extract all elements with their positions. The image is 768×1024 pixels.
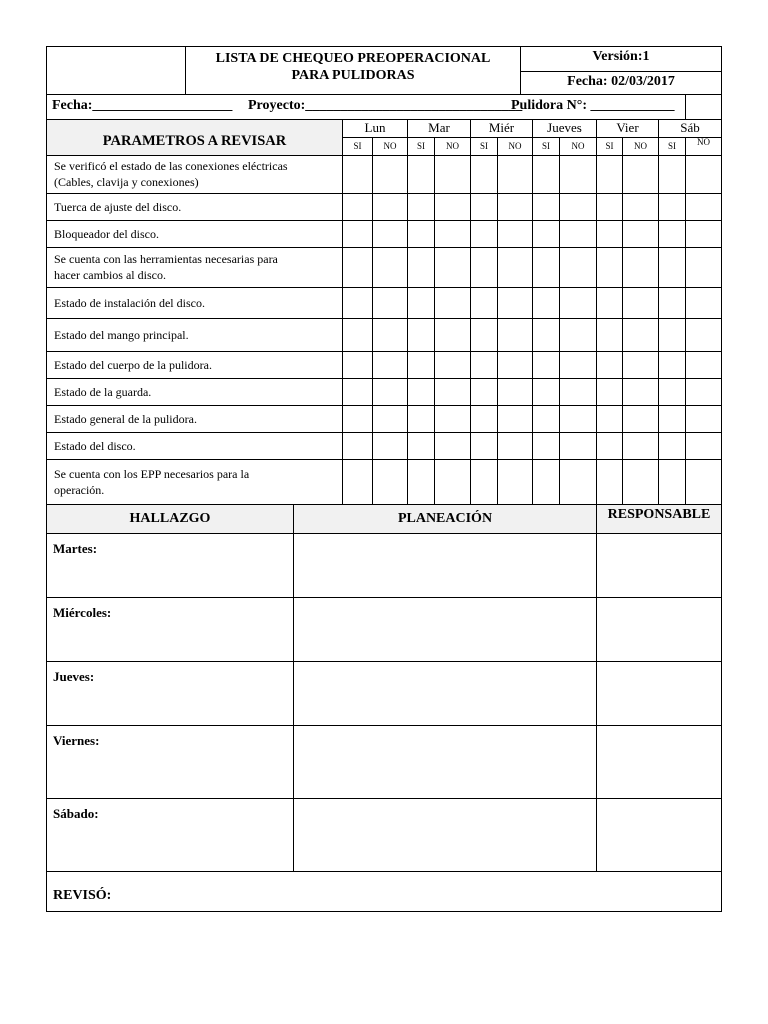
planeacion-cell[interactable] <box>294 598 596 661</box>
si-column-label: SI <box>353 141 362 151</box>
si-check-cell[interactable] <box>343 379 372 405</box>
no-check-cell[interactable] <box>560 352 596 378</box>
si-check-cell[interactable] <box>659 319 685 351</box>
si-check-cell[interactable] <box>659 221 685 247</box>
si-check-cell[interactable] <box>597 379 622 405</box>
parameter-label: Estado general de la pulidora. <box>54 412 197 426</box>
no-check-cell[interactable] <box>686 352 721 378</box>
no-check-cell[interactable] <box>435 156 470 193</box>
day-header: Sáb <box>680 120 700 135</box>
no-check-cell[interactable] <box>435 288 470 318</box>
si-check-cell[interactable] <box>343 319 372 351</box>
si-column-label: SI <box>605 141 614 151</box>
parameter-label: Se verificó el estado de las conexiones eléctricas <box>54 159 288 173</box>
si-check-cell[interactable] <box>343 406 372 432</box>
si-check-cell[interactable] <box>408 406 434 432</box>
planeacion-header: PLANEACIÓN <box>397 511 493 526</box>
version-label: Versión:1 <box>592 49 650 64</box>
no-check-cell[interactable] <box>686 379 721 405</box>
si-check-cell[interactable] <box>533 460 559 504</box>
si-check-cell[interactable] <box>533 156 559 193</box>
si-check-cell[interactable] <box>533 288 559 318</box>
si-check-cell[interactable] <box>471 221 497 247</box>
no-check-cell[interactable] <box>435 406 470 432</box>
planeacion-cell[interactable] <box>294 726 596 798</box>
no-check-cell[interactable] <box>686 319 721 351</box>
no-check-cell[interactable] <box>373 406 407 432</box>
si-check-cell[interactable] <box>659 248 685 287</box>
no-check-cell[interactable] <box>623 248 658 287</box>
si-check-cell[interactable] <box>597 460 622 504</box>
parameter-label: Tuerca de ajuste del disco. <box>54 200 182 214</box>
si-check-cell[interactable] <box>471 460 497 504</box>
si-check-cell[interactable] <box>533 406 559 432</box>
no-check-cell[interactable] <box>435 460 470 504</box>
si-check-cell[interactable] <box>659 406 685 432</box>
si-check-cell[interactable] <box>659 194 685 220</box>
no-check-cell[interactable] <box>686 221 721 247</box>
planeacion-cell[interactable] <box>294 662 596 725</box>
no-check-cell[interactable] <box>498 194 532 220</box>
no-check-cell[interactable] <box>560 156 596 193</box>
parameter-label: Se cuenta con los EPP necesarios para la <box>54 467 250 481</box>
no-check-cell[interactable] <box>498 248 532 287</box>
parameter-label: Estado del cuerpo de la pulidora. <box>54 358 212 372</box>
parameter-label: Se cuenta con las herramientas necesarias para <box>54 252 278 266</box>
finding-day-label: Miércoles: <box>53 605 112 620</box>
si-check-cell[interactable] <box>408 352 434 378</box>
no-check-cell[interactable] <box>623 156 658 193</box>
no-check-cell[interactable] <box>373 460 407 504</box>
responsable-cell[interactable] <box>597 598 721 661</box>
si-column-label: SI <box>541 141 550 151</box>
no-check-cell[interactable] <box>435 319 470 351</box>
day-header: Vier <box>616 120 639 135</box>
si-check-cell[interactable] <box>597 288 622 318</box>
si-check-cell[interactable] <box>343 460 372 504</box>
si-check-cell[interactable] <box>408 194 434 220</box>
si-column-label: SI <box>479 141 488 151</box>
si-check-cell[interactable] <box>597 221 622 247</box>
responsable-cell[interactable] <box>597 799 721 871</box>
no-check-cell[interactable] <box>560 319 596 351</box>
no-check-cell[interactable] <box>686 288 721 318</box>
si-check-cell[interactable] <box>471 248 497 287</box>
no-check-cell[interactable] <box>373 433 407 459</box>
no-check-cell[interactable] <box>686 460 721 504</box>
si-check-cell[interactable] <box>343 194 372 220</box>
si-check-cell[interactable] <box>471 406 497 432</box>
si-check-cell[interactable] <box>597 406 622 432</box>
section-title: PARAMETROS A REVISAR <box>102 133 287 149</box>
si-check-cell[interactable] <box>659 288 685 318</box>
no-column-label: NO <box>571 141 585 151</box>
no-column-label: NO <box>383 141 397 151</box>
no-check-cell[interactable] <box>435 194 470 220</box>
parameter-label: operación. <box>54 483 105 497</box>
parameter-label: Estado de instalación del disco. <box>54 296 205 310</box>
si-check-cell[interactable] <box>343 288 372 318</box>
si-check-cell[interactable] <box>471 319 497 351</box>
responsable-cell[interactable] <box>597 662 721 725</box>
no-check-cell[interactable] <box>623 319 658 351</box>
si-check-cell[interactable] <box>343 352 372 378</box>
finding-day-label: Sábado: <box>53 806 99 821</box>
si-check-cell[interactable] <box>408 460 434 504</box>
no-check-cell[interactable] <box>623 194 658 220</box>
day-header: Mar <box>428 120 450 135</box>
parameter-label: (Cables, clavija y conexiones) <box>54 175 199 189</box>
si-check-cell[interactable] <box>471 379 497 405</box>
parameter-label: Estado del disco. <box>54 439 136 453</box>
no-check-cell[interactable] <box>686 433 721 459</box>
no-check-cell[interactable] <box>560 460 596 504</box>
day-header: Jueves <box>547 120 582 135</box>
no-check-cell[interactable] <box>498 319 532 351</box>
si-check-cell[interactable] <box>597 352 622 378</box>
no-check-cell[interactable] <box>498 221 532 247</box>
si-column-label: SI <box>416 141 425 151</box>
si-check-cell[interactable] <box>659 156 685 193</box>
no-check-cell[interactable] <box>373 248 407 287</box>
no-check-cell[interactable] <box>498 406 532 432</box>
hallazgo-header: HALLAZGO <box>129 511 211 526</box>
grid-line <box>721 119 722 504</box>
si-check-cell[interactable] <box>533 194 559 220</box>
parameter-label: hacer cambios al disco. <box>54 268 166 282</box>
responsable-cell[interactable] <box>597 726 721 798</box>
no-check-cell[interactable] <box>560 406 596 432</box>
parameter-label: Estado de la guarda. <box>54 385 152 399</box>
finding-day-label: Martes: <box>53 541 98 556</box>
finding-day-label: Viernes: <box>53 733 100 748</box>
si-check-cell[interactable] <box>533 248 559 287</box>
si-check-cell[interactable] <box>597 433 622 459</box>
no-check-cell[interactable] <box>623 406 658 432</box>
si-check-cell[interactable] <box>659 433 685 459</box>
no-check-cell[interactable] <box>435 379 470 405</box>
si-check-cell[interactable] <box>471 352 497 378</box>
no-check-cell[interactable] <box>686 194 721 220</box>
no-check-cell[interactable] <box>560 379 596 405</box>
no-check-cell[interactable] <box>623 352 658 378</box>
pulidora-number-field[interactable]: Pulidora N°: ____________ <box>511 98 675 113</box>
si-check-cell[interactable] <box>597 156 622 193</box>
no-check-cell[interactable] <box>498 156 532 193</box>
no-check-cell[interactable] <box>686 248 721 287</box>
parameter-label: Bloqueador del disco. <box>54 227 159 241</box>
no-column-label: NO <box>697 137 710 147</box>
no-check-cell[interactable] <box>373 194 407 220</box>
proyecto-field[interactable]: Proyecto:_______________________________ <box>248 98 523 113</box>
no-column-label: NO <box>446 141 459 151</box>
si-check-cell[interactable] <box>659 352 685 378</box>
si-check-cell[interactable] <box>343 156 372 193</box>
no-check-cell[interactable] <box>373 288 407 318</box>
si-check-cell[interactable] <box>343 433 372 459</box>
no-check-cell[interactable] <box>435 433 470 459</box>
si-check-cell[interactable] <box>408 319 434 351</box>
si-check-cell[interactable] <box>533 379 559 405</box>
no-check-cell[interactable] <box>560 248 596 287</box>
si-check-cell[interactable] <box>408 248 434 287</box>
si-check-cell[interactable] <box>597 319 622 351</box>
si-check-cell[interactable] <box>597 248 622 287</box>
si-check-cell[interactable] <box>533 221 559 247</box>
document-title-line2: PARA PULIDORAS <box>291 68 415 83</box>
no-check-cell[interactable] <box>560 433 596 459</box>
no-column-label: NO <box>508 141 522 151</box>
si-check-cell[interactable] <box>408 379 434 405</box>
no-check-cell[interactable] <box>623 288 658 318</box>
no-check-cell[interactable] <box>623 460 658 504</box>
no-check-cell[interactable] <box>373 156 407 193</box>
day-header: Miér <box>488 120 515 135</box>
no-check-cell[interactable] <box>373 221 407 247</box>
no-check-cell[interactable] <box>435 352 470 378</box>
fecha-field[interactable]: Fecha:____________________ <box>52 98 233 113</box>
no-check-cell[interactable] <box>560 194 596 220</box>
reviso-label: REVISÓ: <box>53 888 112 903</box>
si-check-cell[interactable] <box>533 352 559 378</box>
si-check-cell[interactable] <box>408 156 434 193</box>
si-check-cell[interactable] <box>408 288 434 318</box>
grid-line <box>46 119 47 504</box>
no-check-cell[interactable] <box>498 352 532 378</box>
si-check-cell[interactable] <box>408 433 434 459</box>
si-check-cell[interactable] <box>533 319 559 351</box>
si-check-cell[interactable] <box>597 194 622 220</box>
day-header: Lun <box>364 120 386 135</box>
no-check-cell[interactable] <box>498 288 532 318</box>
si-column-label: SI <box>667 141 676 151</box>
finding-day-label: Jueves: <box>53 669 95 684</box>
no-check-cell[interactable] <box>373 379 407 405</box>
planeacion-cell[interactable] <box>294 534 596 597</box>
no-check-cell[interactable] <box>498 379 532 405</box>
si-check-cell[interactable] <box>343 221 372 247</box>
si-check-cell[interactable] <box>533 433 559 459</box>
no-check-cell[interactable] <box>435 248 470 287</box>
no-check-cell[interactable] <box>435 221 470 247</box>
document-title-line1: LISTA DE CHEQUEO PREOPERACIONAL <box>215 51 491 66</box>
si-check-cell[interactable] <box>471 288 497 318</box>
revision-date: Fecha: 02/03/2017 <box>567 74 675 89</box>
si-check-cell[interactable] <box>408 221 434 247</box>
no-check-cell[interactable] <box>686 156 721 193</box>
responsable-header: RESPONSABLE <box>607 507 711 522</box>
si-check-cell[interactable] <box>471 194 497 220</box>
no-check-cell[interactable] <box>498 460 532 504</box>
no-check-cell[interactable] <box>373 352 407 378</box>
si-check-cell[interactable] <box>343 248 372 287</box>
planeacion-cell[interactable] <box>294 799 596 871</box>
no-column-label: NO <box>634 141 647 151</box>
no-check-cell[interactable] <box>498 433 532 459</box>
no-check-cell[interactable] <box>686 406 721 432</box>
no-check-cell[interactable] <box>373 319 407 351</box>
no-check-cell[interactable] <box>560 288 596 318</box>
no-check-cell[interactable] <box>623 221 658 247</box>
responsable-cell[interactable] <box>597 534 721 597</box>
no-check-cell[interactable] <box>560 221 596 247</box>
si-check-cell[interactable] <box>471 156 497 193</box>
parameter-label: Estado del mango principal. <box>54 328 189 342</box>
si-check-cell[interactable] <box>659 379 685 405</box>
no-check-cell[interactable] <box>623 433 658 459</box>
si-check-cell[interactable] <box>471 433 497 459</box>
si-check-cell[interactable] <box>659 460 685 504</box>
no-check-cell[interactable] <box>623 379 658 405</box>
